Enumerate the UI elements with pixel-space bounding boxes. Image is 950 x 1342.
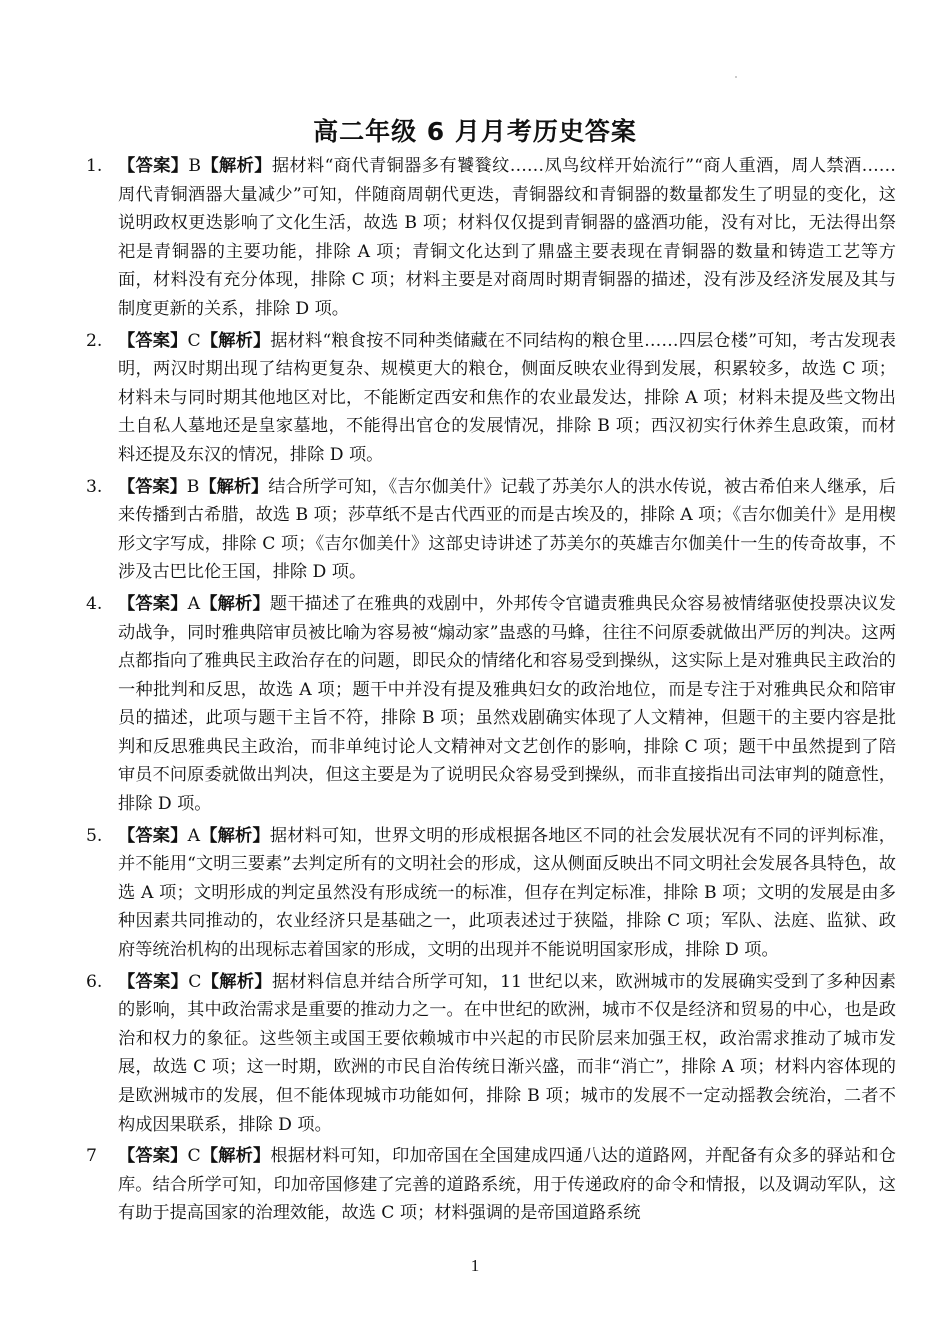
- answer-choice: C: [187, 330, 201, 351]
- item-number: 5.: [86, 825, 103, 846]
- item-number: 7: [86, 1146, 97, 1167]
- explanation-text: 据材料“商代青铜器多有饕餮纹……凤鸟纹样开始流行”“商人重酒，周人禁酒……周代青铜酒器大量减少”可知，伴随商周朝代更迭，青铜器纹和青铜器的数量都发生了明显的变化，这说明政权更迭影响了文化生活，故选 B 项；材料仅仅提到青铜器的盛酒功能，没有对比，无法得出祭祀是青铜器的主要功能，排除 A 项；青铜文化达到了鼎盛主要表现在青铜器的数量和铸造工艺等方面，材料没有充分体现，排除 C 项；材料主要是对商周时期青铜器的描述，没有涉及经济发展及其与制度更新的关系，排除 D 项。: [118, 156, 896, 319]
- explanation-label: 【解析】: [200, 330, 271, 351]
- answer-label: 【答案】: [118, 1146, 188, 1167]
- answer-choice: B: [188, 156, 202, 176]
- item-number: 4.: [86, 593, 103, 614]
- explanation-label: 【解析】: [201, 971, 272, 992]
- explanation-text: 据材料信息并结合所学可知，11 世纪以来，欧洲城市的发展确实受到了多种因素的影响，其中政治需求是重要的推动力之一。在中世纪的欧洲，城市不仅是经济和贸易的中心，也是政治和权力的象征。这些领主或国王要依赖城市中兴起的市民阶层来加强王权，政治需求推动了城市发展，故选 C 项；这一时期，欧洲的市民自治传统日渐兴盛，而非“消亡”，排除 A 项；材料内容体现的是欧洲城市的发展，但不能体现城市功能如何，排除 B 项；城市的发展不一定动摇教会统治，二者不构成因果联系，排除 D 项。: [118, 971, 896, 1135]
- explanation-label: 【解析】: [200, 593, 270, 614]
- answer-choice: B: [186, 476, 200, 497]
- answer-label: 【答案】: [118, 330, 188, 351]
- explanation-text: 根据材料可知，印加帝国在全国建成四通八达的道路网，并配备有众多的驿站和仓库。结合所学可知，印加帝国修建了完善的道路系统，用于传递政府的命令和情报，以及调动军队，这有助于提高国家的治理效能，故选 C 项；材料强调的是帝国道路系统: [118, 1146, 896, 1224]
- answer-choice: A: [187, 825, 201, 846]
- explanation-label: 【解析】: [200, 825, 270, 846]
- answer-label: 【答案】: [118, 593, 188, 614]
- item-number: 6.: [86, 971, 103, 992]
- answer-choice: C: [188, 971, 202, 992]
- answer-list: [86, 152, 896, 1231]
- answer-choice: A: [187, 593, 201, 614]
- page-number: 1: [470, 1256, 480, 1275]
- item-number: 2.: [86, 330, 103, 351]
- scan-speck: [735, 76, 737, 78]
- answer-item-6: [86, 968, 896, 1140]
- item-number: 3.: [86, 476, 103, 497]
- answer-item-4: [86, 590, 896, 819]
- answer-item-7: [86, 1142, 896, 1228]
- answer-item-3: [86, 473, 896, 587]
- page-title: 高二年级 6 月月考历史答案: [313, 117, 637, 146]
- explanation-text: 据材料可知，世界文明的形成根据各地区不同的社会发展状况有不同的评判标准，并不能用“文明三要素”去判定所有的文明社会的形成，这从侧面反映出不同文明社会发展各具特色，故选 A 项；文明形成的判定虽然没有形成统一的标准，但存在判定标准，排除 B 项；文明的发展是由多种因素共同推动的，农业经济只是基础之一，此项表述过于狭隘，排除 C 项；军队、法庭、监狱、政府等统治机构的出现标志着国家的形成，文明的出现并不能说明国家形成，排除 D 项。: [118, 825, 896, 961]
- answer-label: 【答案】: [118, 156, 189, 176]
- answer-item-1: [86, 152, 896, 324]
- explanation-label: 【解析】: [201, 156, 272, 176]
- explanation-label: 【解析】: [200, 1146, 271, 1167]
- answer-item-5: [86, 822, 896, 965]
- answer-label: 【答案】: [118, 476, 187, 497]
- answer-item-2: [86, 327, 896, 470]
- answer-label: 【答案】: [118, 825, 188, 846]
- item-number: 1.: [86, 156, 103, 176]
- answer-label: 【答案】: [118, 971, 189, 992]
- answer-choice: C: [187, 1146, 201, 1167]
- explanation-text: 据材料“粮食按不同种类储藏在不同结构的粮仓里……四层仓楼”可知，考古发现表明，两汉时期出现了结构更复杂、规模更大的粮仓，侧面反映农业得到发展，积累较多，故选 C 项；材料未与同时期其他地区对比，不能断定西安和焦作的农业最发达，排除 A 项；材料未提及些文物出土自私人墓地还是皇家墓地，不能得出官仓的发展情况，排除 B 项；西汉初实行休养生息政策，而材料还提及东汉的情况，排除 D 项。: [118, 330, 896, 465]
- explanation-text: 结合所学可知，《吉尔伽美什》记载了苏美尔人的洪水传说，被古希伯来人继承，后来传播到古希腊，故选 B 项；莎草纸不是古代西亚的而是古埃及的，排除 A 项；《吉尔伽美什》是用楔形文字写成，排除 C 项；《吉尔伽美什》这部史诗讲述了苏美尔的英雄吉尔伽美什一生的传奇故事，不涉及古巴比伦王国，排除 D 项。: [118, 476, 896, 583]
- explanation-label: 【解析】: [199, 476, 269, 497]
- explanation-text: 题干描述了在雅典的戏剧中，外邦传令官谴责雅典民众容易被情绪驱使投票决议发动战争，同时雅典陪审员被比喻为容易被“煽动家”蛊惑的马蜂，往往不问原委就做出严厉的判决。这两点都指向了雅典民主政治存在的问题，即民众的情绪化和容易受到操纵，这实际上是对雅典民主政治的一种批判和反思，故选 A 项；题干中并没有提及雅典妇女的政治地位，而是专注于对雅典民众和陪审员的描述，此项与题干主旨不符，排除 B 项；虽然戏剧确实体现了人文精神，但题干的主要内容是批判和反思雅典民主政治，而非单纯讨论人文精神对文艺创作的影响，排除 C 项；题干中虽然提到了陪审员不问原委就做出判决，但这主要是为了说明民众容易受到操纵，而非直接指出司法审判的随意性，排除 D 项。: [118, 593, 896, 815]
